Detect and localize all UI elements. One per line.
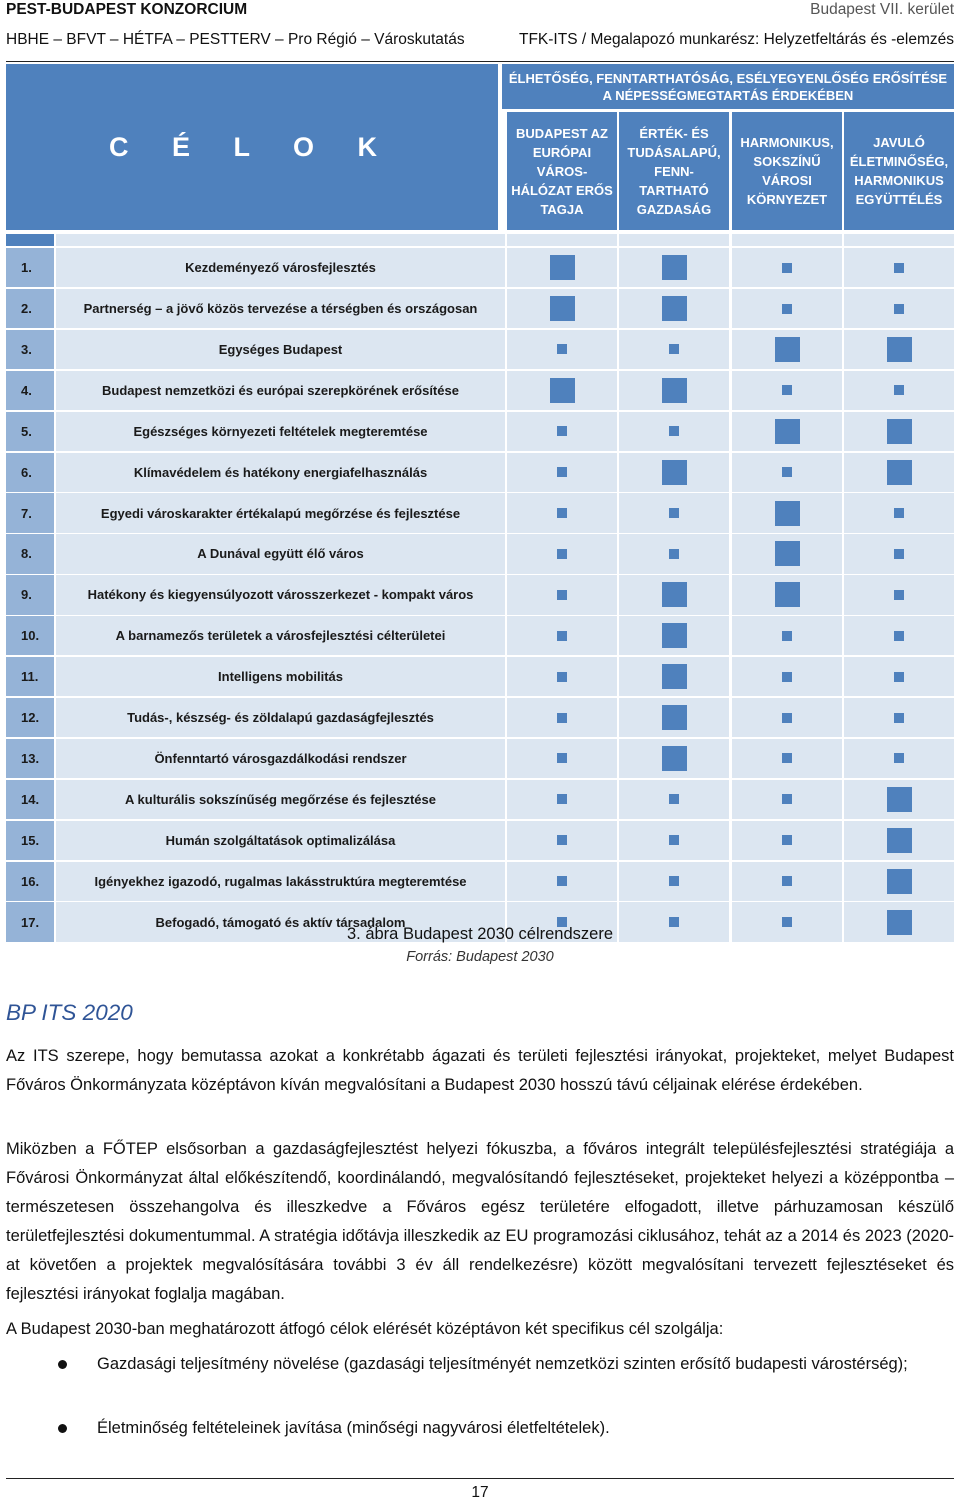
row-number: 17. [6,902,54,941]
relation-cell [619,862,729,901]
relation-cell [619,534,729,573]
relation-cell [844,534,954,573]
row-goal-label: A barnamezős területek a városfejlesztési célterületei [56,616,505,655]
row-goal-label: Partnerség – a jövő közös tervezése a térségben és országosan [56,289,505,328]
row-goal-label: Intelligens mobilitás [56,657,505,696]
relation-cell [507,534,617,573]
relation-cell [507,289,617,328]
weak-relation-marker [557,549,567,559]
strong-relation-marker [662,746,687,771]
relation-cell [507,739,617,778]
relation-cell [619,821,729,860]
weak-relation-marker [669,344,679,354]
row-goal-label: Igényekhez igazodó, rugalmas lakásstruktúra megteremtése [56,862,505,901]
goals-title-box [6,64,498,230]
relation-cell [732,575,842,614]
relation-cell [619,739,729,778]
row-number: 13. [6,739,54,778]
weak-relation-marker [669,508,679,518]
weak-relation-marker [557,753,567,763]
body-paragraph: A Budapest 2030-ban meghatározott átfogó célok elérését középtávon két specifikus cél szolgálja: [6,1320,724,1338]
page-number: 17 [471,1484,489,1501]
relation-cell [507,330,617,369]
relation-cell [619,412,729,451]
row-number: 2. [6,289,54,328]
section-heading: BP ITS 2020 [6,1000,133,1025]
row-goal-label: Kezdeményező városfejlesztés [56,248,505,287]
strong-relation-marker [662,296,687,321]
spacer-cell [507,234,617,246]
weak-relation-marker [669,876,679,886]
weak-relation-marker [557,590,567,600]
relation-cell [619,698,729,737]
weak-relation-marker [557,426,567,436]
strong-relation-marker [662,378,687,403]
bullet-text: Gazdasági teljesítmény növelése (gazdasági teljesítményét nemzetközi szinten erősítő budapesti várostérség); [97,1355,908,1373]
weak-relation-marker [782,753,792,763]
consortium-members: HBHE – BFVT – HÉTFA – PESTTERV – Pro Régió – Városkutatás [6,31,465,48]
relation-cell [844,453,954,492]
weak-relation-marker [557,344,567,354]
strong-relation-marker [887,460,912,485]
row-goal-label: Befogadó, támogató és aktív társadalom [56,902,505,941]
strong-relation-marker [550,378,575,403]
header-divider [6,61,954,62]
strong-relation-marker [887,869,912,894]
spacer-cell [56,234,505,246]
relation-cell [619,453,729,492]
relation-cell [844,780,954,819]
relation-cell [507,821,617,860]
weak-relation-marker [782,385,792,395]
relation-cell [507,780,617,819]
strong-relation-marker [775,541,800,566]
relation-cell [507,371,617,410]
relation-cell [844,862,954,901]
relation-cell [844,412,954,451]
relation-cell [732,412,842,451]
relation-cell [619,493,729,532]
relation-cell [507,657,617,696]
weak-relation-marker [557,672,567,682]
weak-relation-marker [782,304,792,314]
spacer-cell [844,234,954,246]
relation-cell [844,821,954,860]
row-number: 4. [6,371,54,410]
weak-relation-marker [894,753,904,763]
weak-relation-marker [894,263,904,273]
weak-relation-marker [894,631,904,641]
row-goal-label: A kulturális sokszínűség megőrzése és fejlesztése [56,780,505,819]
relation-cell [844,657,954,696]
weak-relation-marker [669,835,679,845]
weak-relation-marker [557,467,567,477]
relation-cell [732,453,842,492]
relation-cell [732,493,842,532]
relation-cell [507,412,617,451]
row-goal-label: Budapest nemzetközi és európai szerepkörének erősítése [56,371,505,410]
weak-relation-marker [782,794,792,804]
goal-column-header: HARMONIKUS, SOKSZÍNŰ VÁROSI KÖRNYEZET [732,112,842,230]
goal-matrix-figure [6,64,954,930]
relation-cell [844,698,954,737]
weak-relation-marker [782,713,792,723]
row-number: 10. [6,616,54,655]
weak-relation-marker [894,672,904,682]
row-goal-label: A Dunával együtt élő város [56,534,505,573]
relation-cell [732,780,842,819]
row-goal-label: Egyedi városkarakter értékalapú megőrzése és fejlesztése [56,493,505,532]
weak-relation-marker [557,794,567,804]
strong-relation-marker [550,296,575,321]
row-number: 1. [6,248,54,287]
strong-relation-marker [662,705,687,730]
figure-caption: 3. ábra Budapest 2030 célrendszere [346,925,613,943]
strong-relation-marker [775,501,800,526]
document-part: TFK-ITS / Megalapozó munkarész: Helyzetfeltárás és -elemzés [518,31,954,48]
row-number: 9. [6,575,54,614]
relation-cell [732,534,842,573]
weak-relation-marker [894,508,904,518]
weak-relation-marker [782,263,792,273]
relation-cell [507,453,617,492]
body-paragraph: Miközben a FŐTEP elsősorban a gazdaságfejlesztést helyezi fókuszba, a főváros integrált településfejlesztési stratégiája a Fővárosi Önkormányzat által előkészítendő, koordinálandó, megvalósítandó fejlesztéseket, projekteket helyezi a középpontba – természetesen összehangolva és illeszkedve a Főváros egész területére elfogadott, illetve párhuzamosan készülő területfejlesztési dokumentummal. A stratégia időtávja illeszkedik az EU programozási ciklusához, tehát az a 2014 és 2023 (2020-at követően a projektek megvalósítására további 3 év áll rendelkezésre) között megvalósítani tervezett fejlesztéseket és fejlesztési irányokat foglalja magában. [6,1140,954,1303]
strong-relation-marker [662,582,687,607]
strong-relation-marker [662,664,687,689]
goals-title: C É L O K [108,132,396,162]
weak-relation-marker [894,713,904,723]
strong-relation-marker [887,337,912,362]
relation-cell [507,575,617,614]
district-name: Budapest VII. kerület [810,1,954,18]
weak-relation-marker [557,835,567,845]
relation-cell [619,657,729,696]
goal-column-header: ÉRTÉK- ÉS TUDÁSALAPÚ, FENN- TARTHATÓ GAZDASÁG [619,112,729,230]
relation-cell [619,289,729,328]
row-number: 11. [6,657,54,696]
relation-cell [844,248,954,287]
row-number: 14. [6,780,54,819]
relation-cell [619,780,729,819]
weak-relation-marker [894,385,904,395]
row-goal-label: Hatékony és kiegyensúlyozott városszerkezet - kompakt város [56,575,505,614]
row-goal-label: Klímavédelem és hatékony energiafelhasználás [56,453,505,492]
weak-relation-marker [669,794,679,804]
row-number: 12. [6,698,54,737]
relation-cell [732,698,842,737]
relation-cell [619,575,729,614]
relation-cell [507,493,617,532]
relation-cell [844,289,954,328]
strong-relation-marker [550,255,575,280]
relation-cell [507,616,617,655]
spacer-cell [732,234,842,246]
relation-cell [732,616,842,655]
weak-relation-marker [557,508,567,518]
weak-relation-marker [782,835,792,845]
weak-relation-marker [894,590,904,600]
strong-relation-marker [662,623,687,648]
row-goal-label: Tudás-, készség- és zöldalapú gazdaságfejlesztés [56,698,505,737]
relation-cell [732,657,842,696]
strong-relation-marker [775,419,800,444]
relation-cell [732,248,842,287]
spacer-cell [619,234,729,246]
weak-relation-marker [782,631,792,641]
row-number: 3. [6,330,54,369]
relation-cell [619,371,729,410]
weak-relation-marker [782,467,792,477]
relation-cell [732,371,842,410]
consortium-name: PEST-BUDAPEST KONZORCIUM [6,1,248,18]
row-number: 15. [6,821,54,860]
strong-relation-marker [887,787,912,812]
bullet-text: Életminőség feltételeinek javítása (minőségi nagyvárosi életfeltételek). [97,1419,610,1437]
weak-relation-marker [669,426,679,436]
weak-relation-marker [782,672,792,682]
strong-relation-marker [662,460,687,485]
row-number: 6. [6,453,54,492]
overall-goal-header: ÉLHETŐSÉG, FENNTARTHATÓSÁG, ESÉLYEGYENLŐSÉG ERŐSÍTÉSE A NÉPESSÉGMEGTARTÁS ÉRDEKÉBEN [502,64,954,109]
relation-cell [732,821,842,860]
strong-relation-marker [775,582,800,607]
weak-relation-marker [894,549,904,559]
goal-column-header: JAVULÓ ÉLETMINŐSÉG, HARMONIKUS EGYÜTTÉLÉS [844,112,954,230]
relation-cell [507,248,617,287]
relation-cell [507,698,617,737]
weak-relation-marker [557,876,567,886]
row-number: 5. [6,412,54,451]
weak-relation-marker [782,876,792,886]
row-number: 16. [6,862,54,901]
weak-relation-marker [557,713,567,723]
row-number: 7. [6,493,54,532]
weak-relation-marker [894,304,904,314]
relation-cell [844,330,954,369]
bullet-dot-icon [58,1424,67,1433]
strong-relation-marker [887,419,912,444]
relation-cell [619,248,729,287]
row-goal-label: Humán szolgáltatások optimalizálása [56,821,505,860]
figure-source: Forrás: Budapest 2030 [406,949,554,965]
relation-cell [844,739,954,778]
relation-cell [507,862,617,901]
strong-relation-marker [775,337,800,362]
relation-cell [732,330,842,369]
relation-cell [619,330,729,369]
bullet-dot-icon [58,1360,67,1369]
relation-cell [732,739,842,778]
row-goal-label: Egységes Budapest [56,330,505,369]
relation-cell [844,575,954,614]
spacer-cell [6,234,54,246]
strong-relation-marker [887,828,912,853]
row-goal-label: Egészséges környezeti feltételek megteremtése [56,412,505,451]
relation-cell [844,371,954,410]
weak-relation-marker [557,631,567,641]
strong-relation-marker [662,255,687,280]
row-goal-label: Önfenntartó városgazdálkodási rendszer [56,739,505,778]
relation-cell [844,616,954,655]
relation-cell [844,493,954,532]
body-paragraph: Az ITS szerepe, hogy bemutassa azokat a konkrétabb ágazati és területi fejlesztési irányokat, projekteket, melyet Budapest Főváros Önkormányzata középtávon kíván megvalósítani a Budapest 2030 hosszú távú céljainak elérése érdekében. [6,1047,954,1094]
weak-relation-marker [669,549,679,559]
row-number: 8. [6,534,54,573]
relation-cell [732,862,842,901]
footer-divider [6,1478,954,1479]
relation-cell [732,289,842,328]
relation-cell [619,616,729,655]
goal-column-header: BUDAPEST AZ EURÓPAI VÁROS- HÁLÓZAT ERŐS TAGJA [507,112,617,230]
